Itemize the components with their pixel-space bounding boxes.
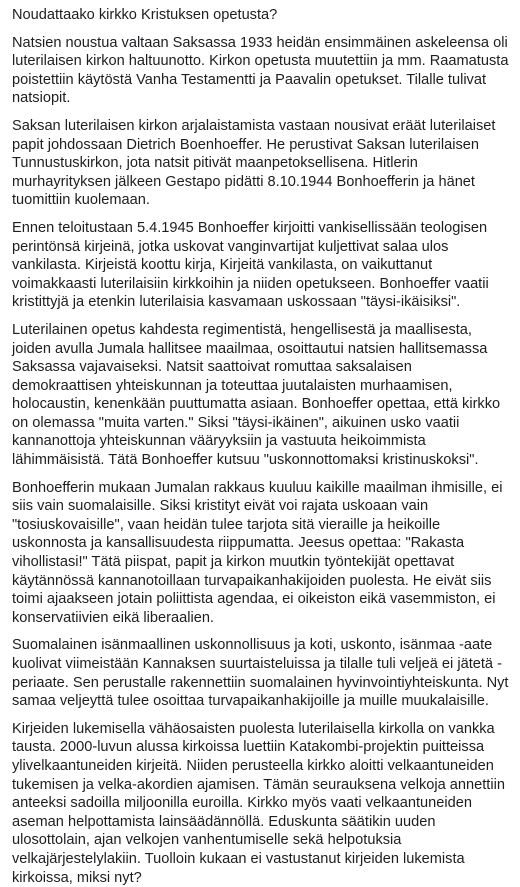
- paragraph-nazi-takeover: Natsien noustua valtaan Saksassa 1933 heidän ensimmäinen askeleensa oli luterilaisen kirkon haltuunotto. Kirkon opetusta muutettiin ja mm. Raamatusta poistettiin käytöstä Vanha Testamentti ja Paavalin opetukset. Tilalle tulivat natsiopit.: [12, 34, 509, 107]
- paragraph-reading-letters: Kirjeiden lukemisella vähäosaisten puolesta luterilaisella kirkolla on vankka tausta. 2000-luvun alussa kirkoissa luettiin Katakombi-projektin puitteissa ylivelkaantuneiden kirjeitä. Niiden perusteella kirkko aloitti velkaantuneiden tukemisen ja velka-akordien ajamisen. Tämän seurauksena velkoja annettiin anteeksi sadoilla miljoonilla euroilla. Kirkko myös vaati velkaantuneiden aseman helpottamista lainsäädännöllä. Eduskunta säätikin uuden ulosottolain, ajan velkojen vanhentumiselle sekä helpotuksia velkajärjestelylakiin. Tuolloin kukaan ei vastustanut kirjeiden lukemista kirkoissa, miksi nyt?: [12, 720, 505, 886]
- paragraph-two-regiments: Luterilainen opetus kahdesta regimentistä, hengellisestä ja maallisesta, joiden avulla Jumala hallitsee maailmaa, osoittautui natsien hallitsemassa Saksassa vajavaiseksi. Natsit saattoivat romuttaa saksalaisen demokraattisen yhteiskunnan ja toteuttaa juutalaisten murhaamisen, holocaustin, kenenkään puuttumatta asiaan. Bonhoeffer opettaa, että kirkko on olemassa "muita varten." Siksi "täysi-ikäinen", aikuinen usko vaatii kannanottoja yhteiskunnan vääryyksiin ja vastuuta heikoimmista lähimmäisistä. Tätä Bonhoeffer kutsuu "uskonnottomaksi kristinuskoksi".: [12, 321, 501, 469]
- paragraph-confessing-church: Saksan luterilaisen kirkon arjalaistamista vastaan nousivat eräät luterilaiset papit johdossaan Dietrich Boenhoeffer. He perustivat Saksan luterilaisen Tunnustuskirkon, jota natsit pitivät maanpetoksellisena. Hitlerin murhayrityksen jälkeen Gestapo pidätti 8.10.1944 Bonhoefferin ja hänet tuomittiin kuolemaan.: [12, 117, 496, 209]
- post-title: Noudattaako kirkko Kristuksen opetusta?: [12, 7, 278, 23]
- paragraph-love-for-all: Bonhoefferin mukaan Jumalan rakkaus kuuluu kaikille maailman ihmisille, ei siis vain suomalaisille. Siksi kristityt eivät voi rajata uskoaan vain "tosiuskovaisille", vaan heidän tulee tarjota sitä vieraille ja heikoille uskonnosta ja kansallisuudesta riippumatta. Jeesus opettaa: "Rakasta vihollistasi!" Tätä piispat, papit ja kirkon muutkin työntekijät opettavat käytännössä kannanotoillaan turvapaikanhakijoiden puolesta. He eivät siis toimi ajaakseen jotain poliittista agendaa, ei oikeiston eikä vasemmiston, ei konservatiivien eikä liberaalien.: [12, 479, 503, 626]
- paragraph-prison-letters: Ennen teloitustaan 5.4.1945 Bonhoeffer kirjoitti vankisellissään teologisen perintönsä kirjeinä, jotka uskovat vanginvartijat kuljettivat salaa ulos vankilasta. Kirjeistä koottu kirja, Kirjeitä vankilasta, on vaikuttanut voimakkaasti luterilaisiin kirkkoihin ja niiden opetukseen. Bonhoeffer vaatii kristittyjä ja etenkin luterilaisia kasvamaan uskossaan "täysi-ikäisiksi".: [12, 219, 489, 311]
- paragraph-finnish-patriotism: Suomalainen isänmaallinen uskonnollisuus ja koti, uskonto, isänmaa -aate kuolivat viimeistään Kannaksen suurtaisteluissa ja tilalle tuli veljeä ei jätetä -periaate. Sen perustalle rakennettiin suomalainen hyvinvointiyhteiskunta. Nyt samaa veljeyttä tulee osoittaa turvapaikanhakijoille ja muille muukalaisille.: [12, 637, 509, 710]
